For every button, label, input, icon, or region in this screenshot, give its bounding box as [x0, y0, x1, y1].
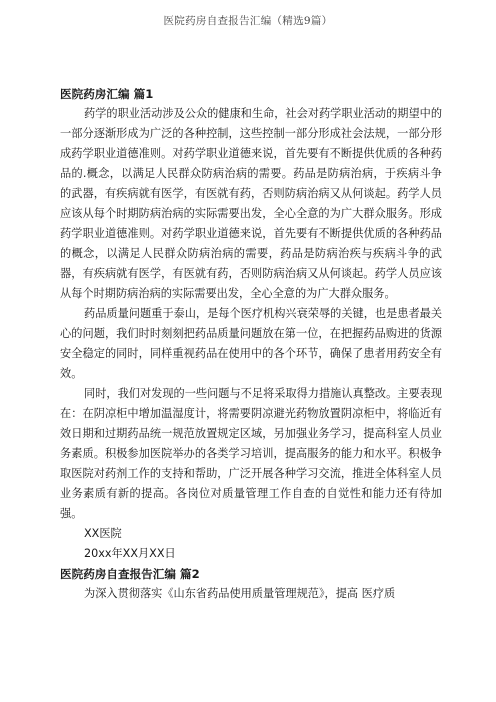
paragraph: 同时，我们对发现的一些问题与不足将采取得力措施认真整改。主要表现在：在阴凉柜中增加温湿度计，将需要阴凉避光药物放置阴凉柜中，将临近有效日期和过期药品统一规范放置规定区域，另加强业务学习，提高科室人员业务素质。积极参加医院举办的各类学习培训，提高服务的能力和水平。积极争取医院对药剂工作的支持和帮助，广泛开展各种学习交流，推进全体科室人员业务素质有新的提高。各岗位对质量管理工作自查的自觉性和能力还有待加强。	[60, 387, 443, 520]
signature-organization: XX医院	[84, 527, 122, 540]
paragraph: 药学的职业活动涉及公众的健康和生命，社会对药学职业活动的期望中的一部分逐渐形成为广泛的各种控制，这些控制一部分形成社会法规，一部分形成药学职业道德准则。对药学职业道德来说，首先要有不断提供优质的各种药品的.概念，以满足人民群众防病治病的需要。药品是防病治病，于疾病斗争的武器，有疾病就有医学，有医就有药，否则防病治病又从何谈起。药学人员应该从每个时期防病治病的实际需要出发，全心全意的为广大群众服务。形成药学职业道德准则。对药学职业道德来说，首先要有不断提供优质的各种药品的概念，以满足人民群众防病治病的需要，药品是防病治疾与疾病斗争的武器，有疾病就有医学，有医就有药，否则防病治病又从何谈起。药学人员应该从每个时期防病治病的实际需要出发，全心全意的为广大群众服务。	[60, 107, 443, 300]
paragraph: 为深入贯彻落实《山东省药品使用质量管理规范》，提高 医疗质	[84, 587, 396, 600]
document-body	[60, 84, 442, 604]
section-title: 医院药房自查报告汇编 篇2	[60, 567, 200, 581]
paragraph: 药品质量问题重于泰山，是每个医疗机构兴衰荣辱的关键，也是患者最关心的问题，我们时时刻刻把药品质量问题放在第一位，在把握药品购进的货源安全稳定的同时，同样重视药品在使用中的各个环节，确保了患者用药安全有效。	[60, 307, 443, 380]
signature-date: 20xx年XX月XX日	[84, 547, 176, 560]
section-title: 医院药房汇编 篇1	[60, 87, 154, 101]
running-header: 医院药房自查报告汇编（精选9篇）	[163, 15, 333, 27]
